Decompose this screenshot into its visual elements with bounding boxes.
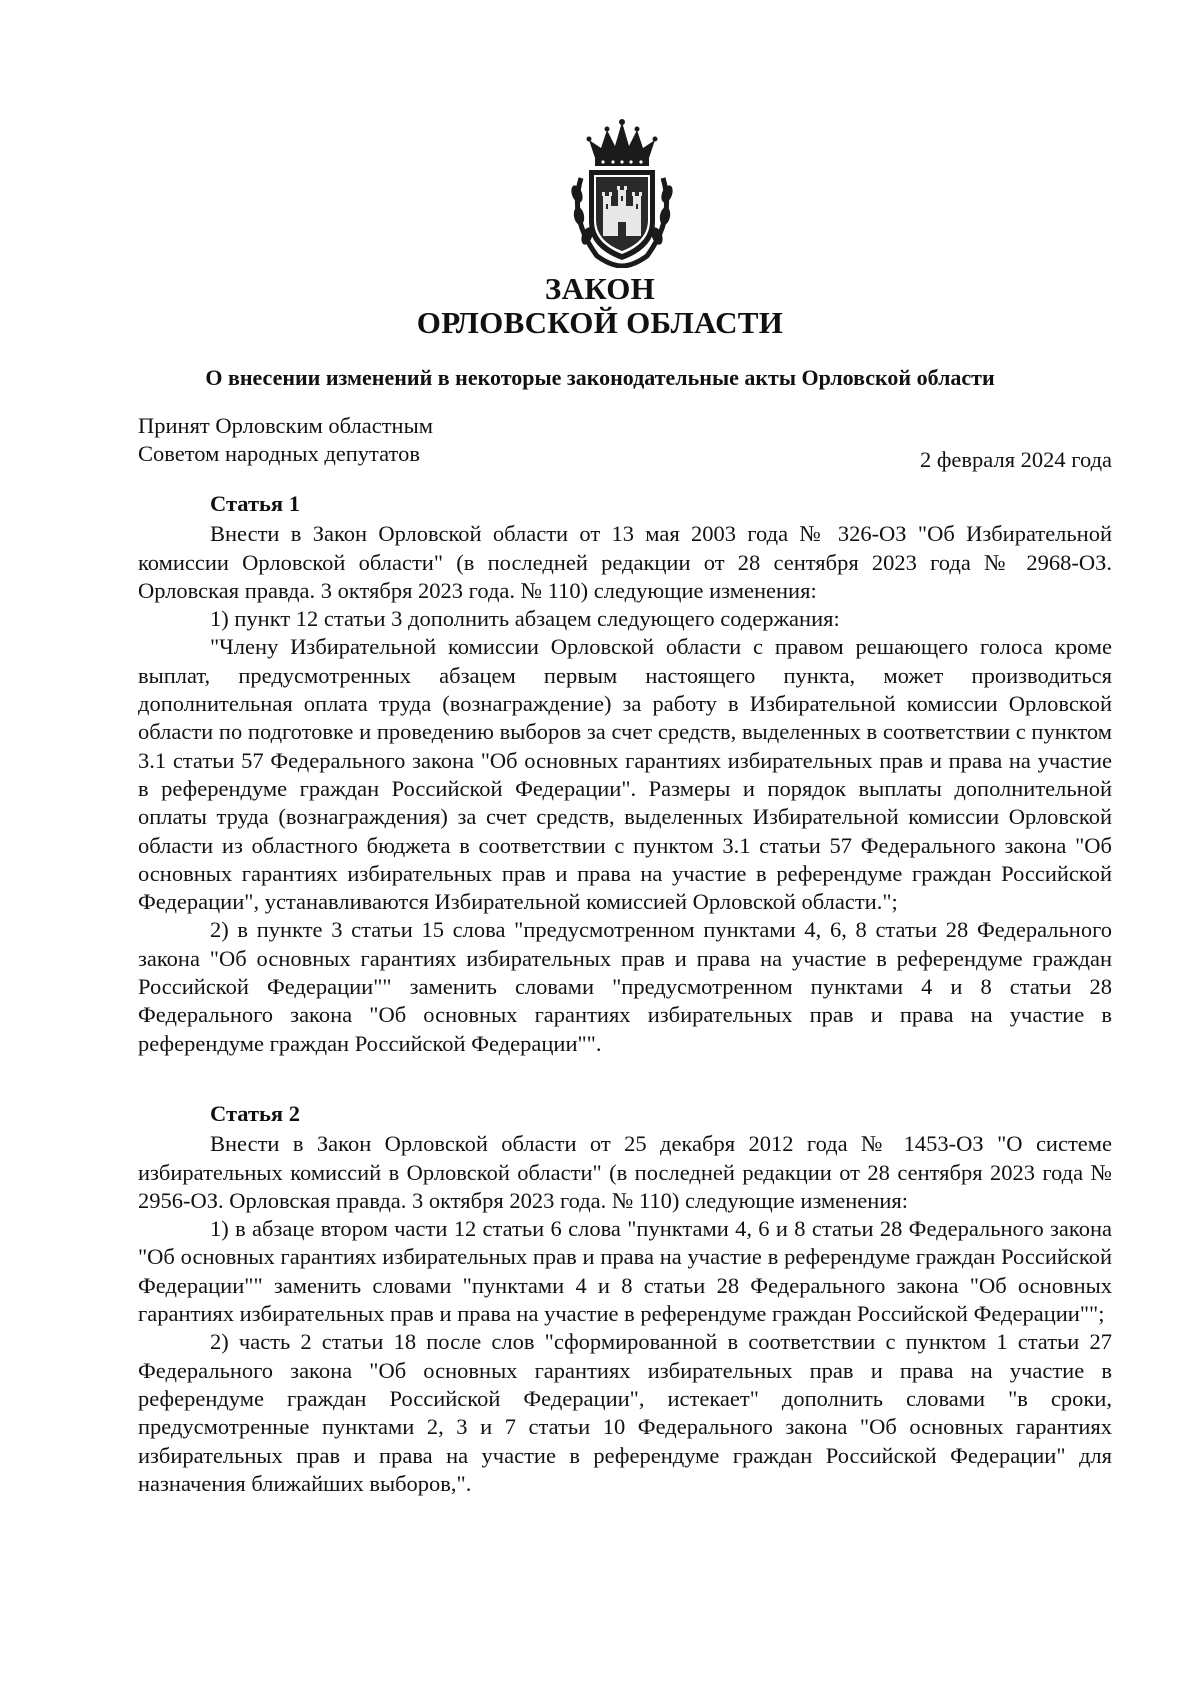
adoption-date: 2 февраля 2024 года xyxy=(919,447,1112,472)
article-1-paragraph: 1) пункт 12 статьи 3 дополнить абзацем следующего содержания: xyxy=(210,606,840,632)
orel-region-coat-of-arms-icon xyxy=(567,118,677,268)
article-2-paragraph: Внести в Закон Орловской области от 25 декабря 2012 года № 1453-ОЗ "О системе избирательных комиссий в Орловской области" (в последней редакции от 28 сентября 2023 года № 2956-ОЗ. Орловская правда. 3 октября 2023 года. № 110) следующие изменения: xyxy=(138,1131,1112,1213)
article-2-heading: Статья 2 xyxy=(210,1101,300,1126)
document-title-line1: ЗАКОН xyxy=(544,271,656,306)
article-2-paragraph: 1) в абзаце втором части 12 статьи 6 слова "пунктами 4, 6 и 8 статьи 28 Федерального закона "Об основных гарантиях избирательных прав и права на участие в референдуме граждан Российской Федерации"" заменить словами "пунктами 4 и 8 статьи 28 Федерального закона "Об основных гарантиях избирательных прав и права на участие в референдуме граждан Российской Федерации""; xyxy=(138,1216,1112,1327)
adopted-by-block xyxy=(138,412,433,468)
article-1 xyxy=(138,490,1112,1058)
document-title-line2: ОРЛОВСКОЙ ОБЛАСТИ xyxy=(416,305,784,340)
article-1-paragraph: "Члену Избирательной комиссии Орловской области с правом решающего голоса кроме выплат, предусмотренных абзацем первым настоящего пункта, может производиться дополнительная оплата труда (вознаграждение) за работу в Избирательной комиссии Орловской области по подготовке и проведению выборов за счет средств, выделенных в соответствии с пунктом 3.1 статьи 57 Федерального закона "Об основных гарантиях избирательных прав и права на участие в референдуме граждан Российской Федерации". Размеры и порядок выплаты дополнительной оплаты труда (вознаграждения) за счет средств, выделенных Избирательной комиссии Орловской области из областного бюджета в соответствии с пунктом 3.1 статьи 57 Федерального закона "Об основных гарантиях избирательных прав и права на участие в референдуме граждан Российской Федерации", устанавливаются Избирательной комиссией Орловской области."; xyxy=(138,634,1112,915)
article-1-heading: Статья 1 xyxy=(210,491,300,516)
adopted-by-line2: Советом народных депутатов xyxy=(138,441,420,466)
article-2 xyxy=(138,1100,1112,1498)
article-1-paragraph: Внести в Закон Орловской области от 13 мая 2003 года № 326-ОЗ "Об Избирательной комиссии Орловской области" (в последней редакции от 28 сентября 2023 года № 2968-ОЗ. Орловская правда. 3 октября 2023 года. № 110) следующие изменения: xyxy=(138,521,1112,603)
article-2-paragraph: 2) часть 2 статьи 18 после слов "сформированной в соответствии с пунктом 1 статьи 27 Федерального закона "Об основных гарантиях избирательных прав и права на участие в референдуме граждан Российской Федерации", истекает" дополнить словами "в сроки, предусмотренные пунктами 2, 3 и 7 статьи 10 Федерального закона "Об основных гарантиях избирательных прав и права на участие в референдуме граждан Российской Федерации" для назначения ближайших выборов,". xyxy=(138,1329,1112,1496)
adopted-by-line1: Принят Орловским областным xyxy=(138,413,433,438)
article-1-paragraph: 2) в пункте 3 статьи 15 слова "предусмотренном пунктами 4, 6, 8 статьи 28 Федерального закона "Об основных гарантиях избирательных прав и права на участие в референдуме граждан Российской Федерации"" заменить словами "предусмотренном пунктами 4 и 8 статьи 28 Федерального закона "Об основных гарантиях избирательных прав и права на участие в референдуме граждан Российской Федерации"". xyxy=(138,917,1112,1056)
document-subtitle: О внесении изменений в некоторые законодательные акты Орловской области xyxy=(205,365,995,390)
